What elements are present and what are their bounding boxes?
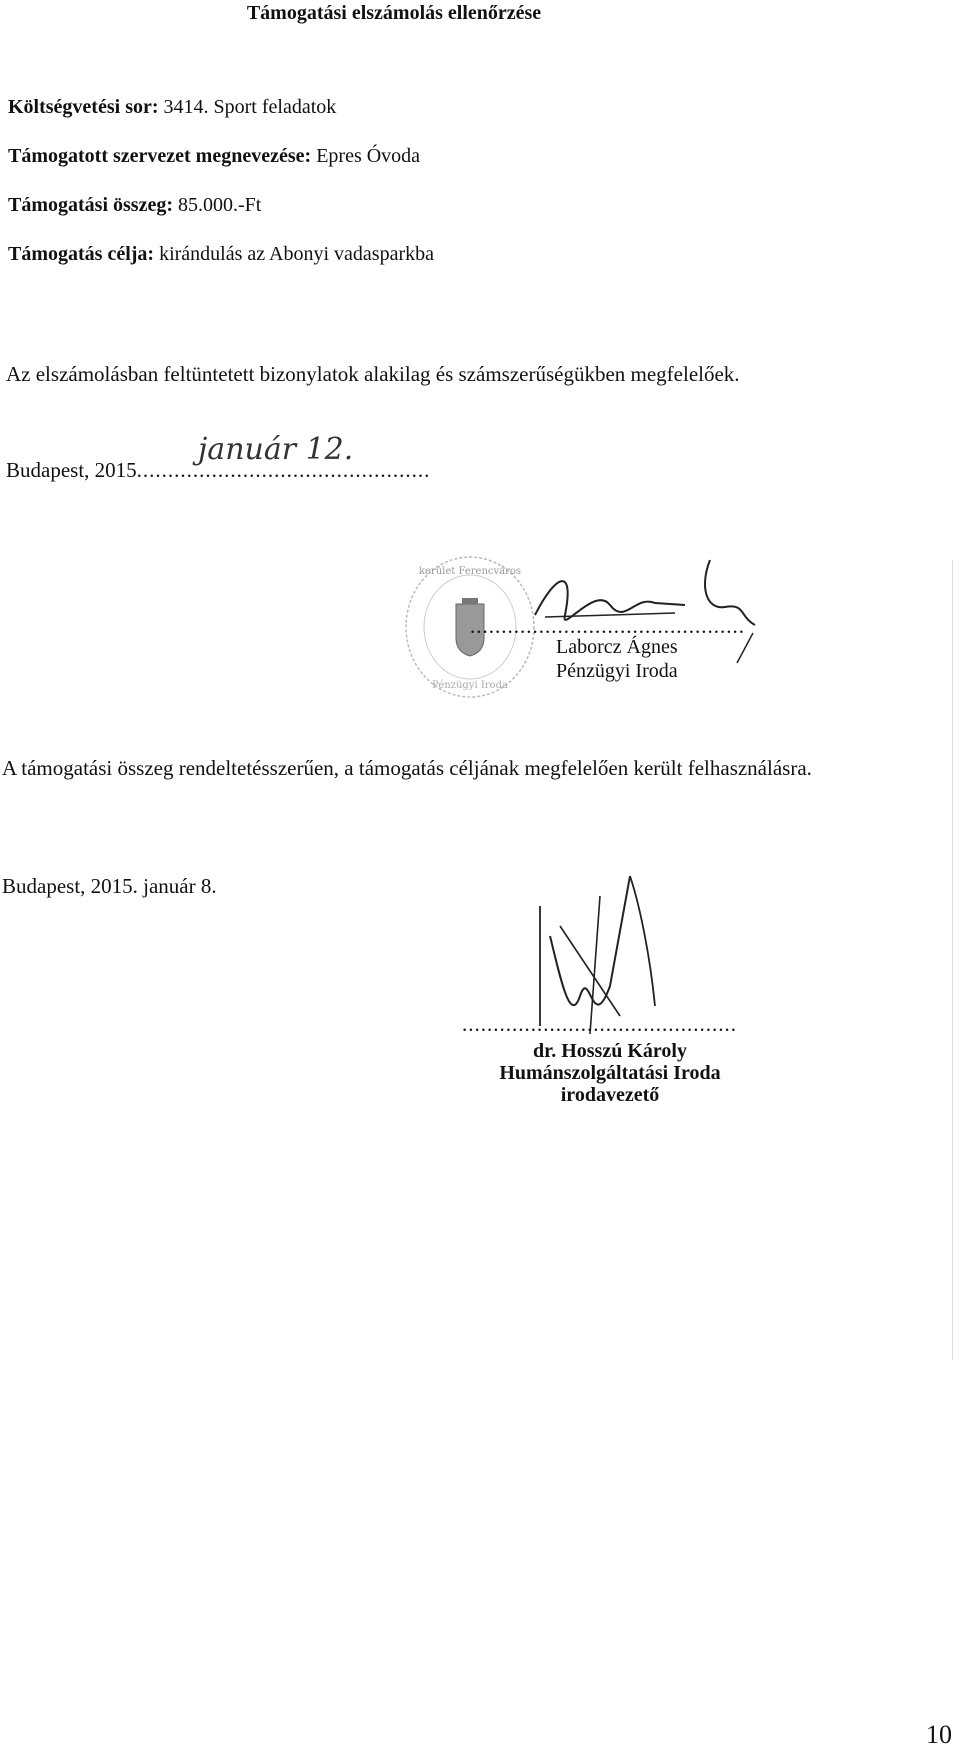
date-dots: ............................................... [136, 458, 431, 482]
date-line-2: Budapest, 2015. január 8. [2, 874, 217, 898]
svg-text:kerület Ferencváros: kerület Ferencváros [418, 566, 522, 577]
field-value: 85.000.-Ft [177, 194, 262, 216]
field-label: Támogatási összeg: [8, 194, 173, 216]
signature-line-2: ............................................ [462, 1012, 737, 1036]
signer1-department: Pénzügyi Iroda [556, 660, 678, 682]
field-value: 3414. Sport feladatok [163, 96, 337, 118]
statement-documents-ok: Az elszámolásban feltüntetett bizonylatok alakilag és számszerűségükben megfelelőek. [6, 362, 740, 386]
field-organization [8, 145, 420, 168]
field-purpose [8, 243, 434, 266]
handwritten-date: január 12. [198, 432, 354, 467]
date-prefix: Budapest, 2015 [6, 458, 137, 482]
statement-usage-ok: A támogatási összeg rendeltetésszerűen, a támogatás céljának megfelelően került felhasználásra. [2, 756, 812, 780]
document-title: Támogatási elszámolás ellenőrzése [246, 2, 542, 24]
field-value: kirándulás az Abonyi vadasparkba [159, 243, 434, 265]
field-amount [8, 194, 261, 217]
field-label: Támogatott szervezet megnevezése: [8, 145, 312, 167]
signer1-name: Laborcz Ágnes [556, 636, 678, 658]
field-budget-line [8, 96, 336, 119]
signer2-name: dr. Hosszú Károly [533, 1040, 687, 1062]
signer2-title: irodavezető [560, 1084, 660, 1106]
signer2-block [470, 1040, 750, 1106]
page-number: 10 [926, 1720, 952, 1749]
field-label: Támogatás célja: [8, 243, 155, 265]
svg-text:Pénzügyi Iroda: Pénzügyi Iroda [432, 680, 508, 691]
field-label: Költségvetési sor: [8, 96, 159, 118]
signer2-department: Humánszolgáltatási Iroda [499, 1062, 721, 1084]
scan-edge-line [952, 560, 953, 1360]
field-value: Epres Óvoda [316, 145, 421, 167]
signature-line-1: ............................................ [470, 614, 745, 638]
